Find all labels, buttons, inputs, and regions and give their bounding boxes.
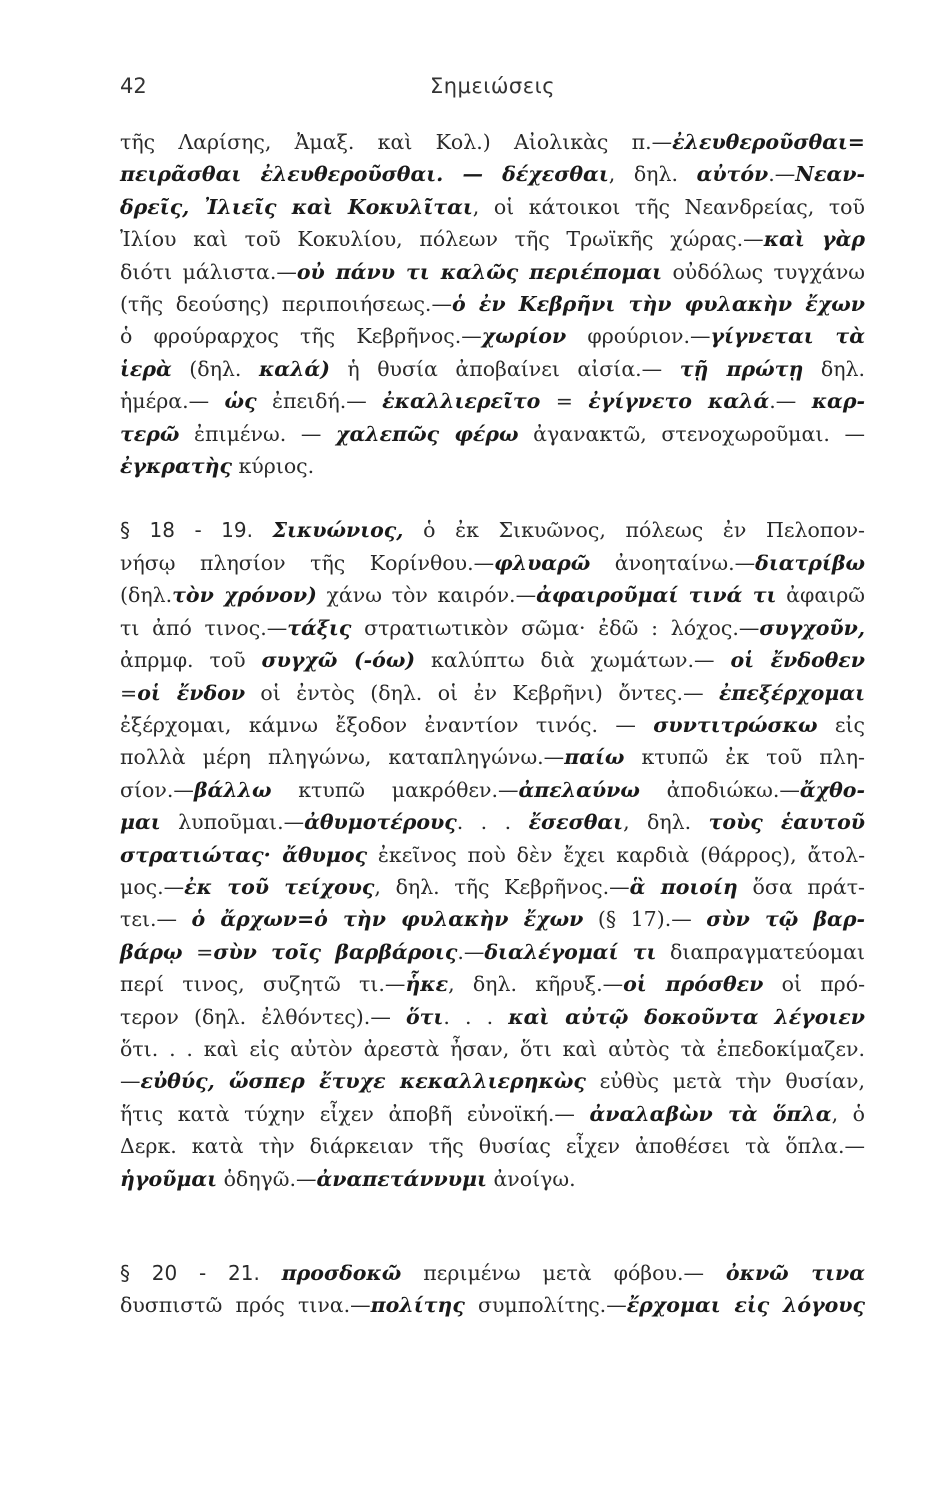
text-line	[120, 450, 865, 482]
text-run: ἀγανακτῶ, στενοχωροῦμαι. —	[518, 421, 866, 446]
lemma: εὐθύς, ὥσπερ ἔτυχε κεκαλλιερηκὼς	[140, 1069, 586, 1094]
lemma: ἀναλαβὼν τὰ ὅπλα	[589, 1101, 832, 1126]
text-run: κτυπῶ μακρόθεν.—	[271, 777, 519, 802]
text-run: (δηλ.	[120, 583, 173, 608]
text-run: , δηλ.	[623, 810, 709, 835]
text-line	[120, 126, 865, 158]
lemma: ἀθυμοτέρους	[304, 810, 457, 835]
text-run: εὐθὺς μετὰ τὴν θυσίαν,	[585, 1069, 865, 1094]
text-line	[120, 191, 865, 223]
lemma: καὶ γὰρ	[763, 227, 865, 252]
lemma: ἐλευθεροῦσθαι=	[672, 130, 865, 154]
text-line	[120, 514, 865, 546]
text-run: μος.—	[120, 874, 185, 899]
lemma: τερῶ	[120, 421, 180, 446]
lemma: οἱ πρόσθεν	[623, 972, 764, 997]
lemma: ἡγοῦμαι	[120, 1166, 218, 1191]
text-line	[120, 288, 865, 320]
lemma: ἐγκρατὴς	[120, 454, 232, 479]
lemma: συγχῶ (-όω)	[261, 648, 416, 673]
text-line	[120, 256, 865, 288]
text-run: δυσπιστῶ πρός τινα.—	[120, 1293, 371, 1318]
text-run: (δηλ.	[171, 356, 259, 381]
lemma: ἔρχομαι εἰς λόγους	[626, 1293, 865, 1318]
lemma: πολίτης	[370, 1293, 465, 1318]
text-run: , ὁ	[831, 1101, 866, 1126]
paragraph-gap	[120, 482, 865, 514]
text-run: στρατιωτικὸν σῶμα· ἐδῶ : λόχος.—	[351, 615, 760, 640]
text-run: περί τινος, συζητῶ τι.—	[120, 972, 406, 997]
lemma: συγχοῦν,	[759, 615, 865, 640]
text-run: , οἱ κάτοικοι τῆς Νεανδρείας, τοῦ	[472, 194, 865, 219]
text-run: οἱ πρό-	[763, 972, 865, 997]
lemma: διατρίβω	[755, 550, 865, 575]
lemma: ὁ ἄρχων=ὁ τὴν φυλακὴν ἔχων	[191, 907, 584, 932]
lemma: οὐ πάνυ τι καλῶς περιέπομαι	[296, 259, 663, 284]
text-run: τι ἀπό τινος.—	[120, 615, 288, 640]
text-run: ἀνοηταίνω.—	[590, 550, 756, 575]
running-head: Σημειώσεις	[429, 74, 556, 98]
lemma: ἐπεξέρχομαι	[718, 680, 865, 705]
lemma: παίω	[564, 745, 625, 770]
text-line	[120, 871, 865, 903]
lemma: βάρῳ	[120, 939, 183, 964]
lemma: ἧκε	[405, 972, 449, 997]
lemma: ἐκ τοῦ τείχους	[184, 874, 375, 899]
text-line	[120, 1098, 865, 1130]
text-run: διαπραγματεύομαι	[656, 939, 865, 964]
lemma: καλά)	[258, 356, 330, 381]
text-run: λυποῦμαι.—	[160, 810, 305, 835]
lemma: διαλέγομαί τι	[484, 939, 657, 964]
lemma: σὺν τῷ βαρ-	[706, 907, 865, 932]
text-run: διότι μάλιστα.—	[120, 259, 297, 284]
lemma: ἐγίγνετο καλά	[588, 389, 770, 414]
lemma: ἱερὰ	[120, 356, 172, 381]
text-run: .—	[768, 162, 796, 187]
lemma: οἱ ἔνδοθεν	[730, 648, 865, 673]
text-run: . . .	[443, 1004, 509, 1029]
lemma: Σικυώνιος,	[272, 518, 404, 543]
text-line	[120, 579, 865, 611]
text-run: ἀπρμφ. τοῦ	[120, 648, 262, 673]
lemma: στρατιώτας· ἄθυμος	[120, 842, 368, 867]
lemma: ἐκαλλιερεῖτο	[382, 389, 541, 414]
text-line	[120, 612, 865, 644]
text-run: =	[120, 680, 138, 705]
text-line	[120, 1163, 865, 1195]
text-run: —	[120, 1069, 141, 1094]
text-line	[120, 839, 865, 871]
text-line	[120, 353, 865, 385]
page-number: 42	[120, 74, 147, 98]
text-line	[120, 1065, 865, 1097]
lemma: μαι	[120, 810, 161, 835]
text-run: πολλὰ μέρη πληγώνω, καταπληγώνω.—	[120, 745, 565, 770]
lemma: χαλεπῶς φέρω	[335, 421, 519, 446]
text-line	[120, 1001, 865, 1033]
text-run: ἐπιμένω. —	[179, 421, 336, 446]
text-run: δηλ.	[803, 356, 866, 381]
page-header	[120, 74, 865, 104]
text-run: Δερκ. κατὰ τὴν διάρκειαν τῆς θυσίας εἶχεν ἀποθέσει τὰ ὅπλα.—	[120, 1134, 865, 1159]
lemma: καρ-	[811, 389, 865, 414]
lemma: ὀκνῶ τινα	[725, 1261, 865, 1285]
text-run: ἡμέρα.—	[120, 389, 225, 414]
text-line	[120, 903, 865, 935]
lemma: καὶ αὐτῷ δοκοῦντα λέγοιεν	[508, 1004, 865, 1029]
text-run: ἥτις κατὰ τύχην εἶχεν ἀποβῆ εὐνοϊκή.—	[120, 1101, 590, 1126]
text-line	[120, 158, 865, 190]
text-run: σίον.—	[120, 777, 194, 802]
text-run: εἰς	[817, 712, 865, 737]
lemma: οἱ ἔνδον	[137, 680, 246, 705]
text-run: ἀφαιρῶ	[776, 583, 865, 608]
text-run: φρούριον.—	[566, 324, 711, 349]
lemma: ὅτι	[405, 1004, 444, 1029]
text-run: ἐξέρχομαι, κάμνω ἔξοδον ἐναντίον τινός. —	[120, 712, 654, 737]
text-run: τερον (δηλ. ἐλθόντες).—	[120, 1004, 406, 1029]
text-line	[120, 806, 865, 838]
text-run: ὁ φρούραρχος τῆς Κεβρῆνος.—	[120, 324, 482, 349]
lemma: ἀπελαύνω	[518, 777, 640, 802]
text-run: , δηλ. κῆρυξ.—	[448, 972, 624, 997]
text-run: κύριος.	[231, 454, 315, 479]
text-line	[120, 709, 865, 741]
text-run: =	[540, 389, 589, 414]
text-line	[120, 936, 865, 968]
text-run: ἐκεῖνος ποὺ δὲν ἔχει καρδιὰ (θάρρος), ἄτολ-	[367, 842, 865, 867]
text-run: ἀποδιώκω.—	[639, 777, 800, 802]
lemma: ἄχθο-	[799, 777, 865, 802]
text-run: οἱ ἐντὸς (δηλ. οἱ ἐν Κεβρῆνι) ὄντες.—	[245, 680, 719, 705]
lemma: Νεαν-	[795, 162, 866, 187]
text-line	[120, 547, 865, 579]
text-run: Ἰλίου καὶ τοῦ Κοκυλίου, πόλεων τῆς Τρωϊκῆς χώρας.—	[120, 227, 764, 252]
text-line	[120, 418, 865, 450]
text-run: νήσῳ πλησίον τῆς Κορίνθου.—	[120, 550, 495, 575]
lemma: δρεῖς, Ἰλιεῖς καὶ Κοκυλῖται	[120, 194, 473, 219]
text-run: =	[182, 939, 214, 964]
text-line	[120, 968, 865, 1000]
text-run: ἀνοίγω.	[486, 1166, 576, 1191]
text-line	[120, 385, 865, 417]
lemma: τοὺς ἑαυτοῦ	[708, 810, 865, 835]
lemma: συντιτρώσκω	[653, 712, 818, 737]
text-run: ἡ θυσία ἀποβαίνει αἰσία.—	[329, 356, 680, 381]
text-run: . . .	[456, 810, 529, 835]
text-run: καλύπτω διὰ χωμάτων.—	[415, 648, 731, 673]
lemma: γίγνεται τὰ	[710, 324, 865, 349]
lemma: ὡς	[224, 389, 257, 414]
lemma: αὐτόν	[696, 162, 769, 187]
notes-body	[120, 126, 865, 1322]
lemma: φλυαρῶ	[494, 550, 591, 575]
lemma: ἔσεσθαι	[528, 810, 624, 835]
lemma: τάξις	[287, 615, 352, 640]
lemma: τὸν χρόνον)	[172, 583, 317, 608]
text-run: ὅσα πράτ-	[737, 874, 865, 899]
text-run: κτυπῶ ἐκ τοῦ πλη-	[624, 745, 865, 770]
lemma: πειρᾶσθαι ἐλευθεροῦσθαι. — δέχεσθαι	[120, 162, 609, 187]
text-run: τῆς Λαρίσης, Ἀμαξ. καὶ Κολ.) Αἰολικὰς π.—	[120, 130, 673, 154]
text-line	[120, 677, 865, 709]
text-run: , δηλ. τῆς Κεβρῆνος.—	[374, 874, 630, 899]
section-number: § 18 - 19.	[120, 518, 273, 543]
text-run: χάνω τὸν καιρόν.—	[316, 583, 537, 608]
text-run: ἐπειδή.—	[256, 389, 383, 414]
text-run: ὅτι. . . καὶ εἰς αὐτὸν ἀρεστὰ ἦσαν, ὅτι καὶ αὐτὸς τὰ ἐπεδοκίμαζεν.	[120, 1036, 865, 1061]
lemma: προσδοκῶ	[281, 1261, 402, 1285]
lemma: βάλλω	[193, 777, 272, 802]
text-run: (§ 17).—	[583, 907, 707, 932]
paragraph-gap	[120, 1195, 865, 1257]
text-run: οὐδόλως τυγχάνω	[662, 259, 866, 284]
text-run: περιμένω μετὰ φόβου.—	[401, 1261, 726, 1285]
lemma: ὁ ἐν Κεβρῆνι τὴν φυλακὴν ἔχων	[451, 292, 865, 317]
text-run: ὁδηγῶ.—	[217, 1166, 317, 1191]
text-line	[120, 320, 865, 352]
text-run: (τῆς δεούσης) περιποιήσεως.—	[120, 292, 452, 317]
text-line	[120, 1257, 865, 1289]
lemma: τῇ πρώτῃ	[679, 356, 804, 381]
lemma: ἀφαιροῦμαί τινά τι	[536, 583, 777, 608]
lemma: ἀναπετάννυμι	[316, 1166, 487, 1191]
text-run: συμπολίτης.—	[464, 1293, 627, 1318]
text-line	[120, 774, 865, 806]
text-line	[120, 741, 865, 773]
text-line	[120, 644, 865, 676]
text-line	[120, 1033, 865, 1065]
lemma: ἃ ποιοίη	[629, 874, 738, 899]
text-line	[120, 223, 865, 255]
text-run: .—	[457, 939, 485, 964]
lemma: σὺν τοῖς βαρβάροις	[213, 939, 458, 964]
lemma: χωρίον	[481, 324, 567, 349]
section-number: § 20 - 21.	[120, 1261, 282, 1285]
text-line	[120, 1130, 865, 1162]
text-run: , δηλ.	[608, 162, 697, 187]
text-run: τει.—	[120, 907, 192, 932]
text-run: ὁ ἐκ Σικυῶνος, πόλεως ἐν Πελοπον-	[403, 518, 865, 543]
text-line	[120, 1289, 865, 1321]
text-run: .—	[769, 389, 812, 414]
